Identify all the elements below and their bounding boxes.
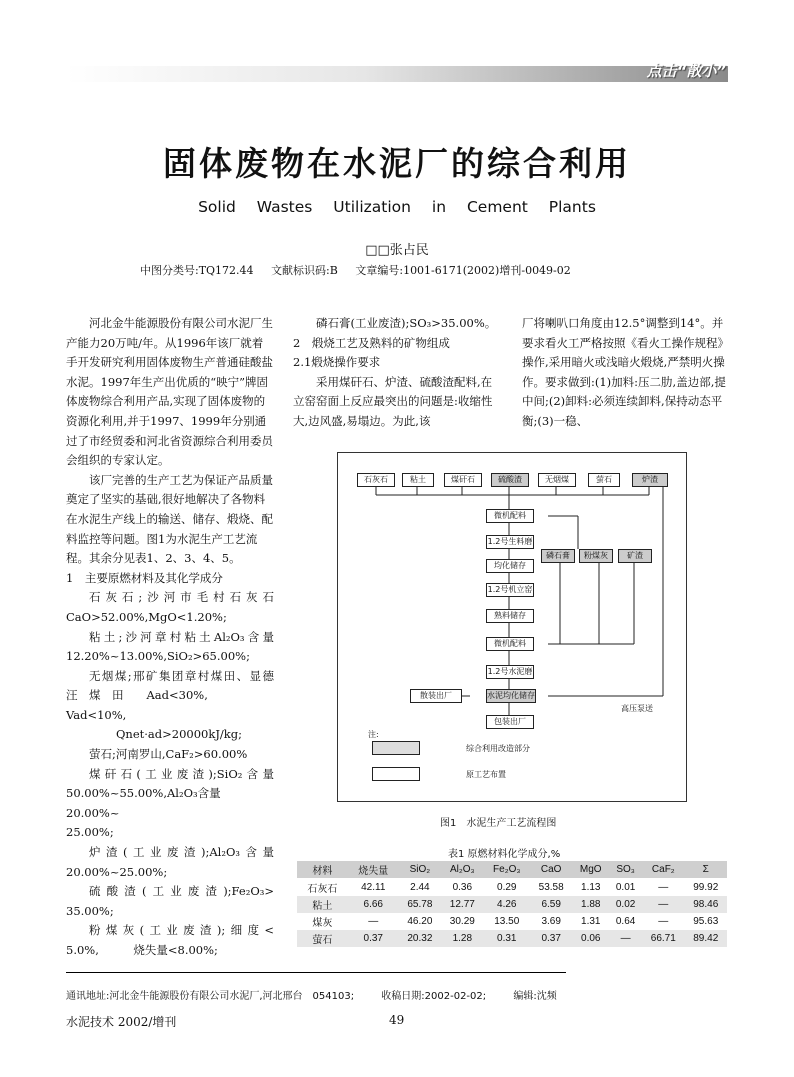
table-caption: 表1 原燃材料化学成分,% <box>448 849 561 860</box>
process-flow-figure <box>337 452 687 802</box>
table-cell: 89.42 <box>685 930 727 947</box>
material-line: 煤矸石(工业废渣);SiO₂含量 <box>89 766 274 781</box>
flow-step: 1.2号机立窑 <box>486 583 534 597</box>
table-cell: 0.06 <box>572 930 609 947</box>
table-cell: 0.37 <box>348 930 399 947</box>
material-line: Qnet·ad>20000kJ/kg; <box>116 727 243 742</box>
flow-input-box: 硫酸渣 <box>491 473 529 487</box>
article-subtitle: Solid Wastes Utilization in Cement Plants <box>198 198 596 216</box>
table-cell: 粘土 <box>297 896 348 913</box>
flow-input-box: 炉渣 <box>632 473 668 487</box>
table-cell: — <box>642 879 684 897</box>
header-banner[interactable]: 点击“散小” <box>646 62 726 80</box>
editor: 编辑:沈频 <box>513 991 557 1002</box>
section-heading: 2 煅烧工艺及熟料的矿物组成 <box>293 335 450 350</box>
table-cell: 6.59 <box>530 896 572 913</box>
pump-label: 高压泵送 <box>621 704 653 713</box>
flow-input-box: 粘土 <box>402 473 434 487</box>
table-cell: 1.28 <box>441 930 483 947</box>
material-line: 粉煤灰(工业废渣);细度< <box>89 923 274 938</box>
column-3 <box>522 314 730 432</box>
table-cell: 2.44 <box>399 879 441 897</box>
column-header: Al₂O₃ <box>441 861 483 879</box>
table-cell: 0.64 <box>609 913 642 930</box>
flow-step: 水泥均化储存 <box>486 689 536 703</box>
material-line: 5.0%, 烧失量<8.00%; <box>66 943 218 957</box>
table-cell: 萤石 <box>297 930 348 947</box>
table-cell: 0.29 <box>484 879 530 897</box>
paragraph: 该厂完善的生产工艺为保证产品质量奠定了坚实的基础,很好地解决了各物料在水泥生产线上的输送、储存、煅烧、配料监控等问题。图1为水泥生产工艺流程。其余分见表1、2、3、4、5。 <box>66 472 273 566</box>
clc-number: 中图分类号:TQ172.44 <box>140 264 254 277</box>
material-line: 50.00%~55.00%,Al₂O₃含量20.00%~ <box>66 786 221 820</box>
flow-step: 均化储存 <box>486 559 534 573</box>
column-header: MgO <box>572 861 609 879</box>
article-title: 固体废物在水泥厂的综合利用 <box>163 144 631 183</box>
material-line: 35.00%; <box>66 903 114 918</box>
flow-input-box: 萤石 <box>588 473 620 487</box>
flow-step: 1.2号水泥磨 <box>486 665 534 679</box>
legend-note: 注: <box>368 730 379 739</box>
table-cell: — <box>348 913 399 930</box>
table-cell: — <box>609 930 642 947</box>
column-header: Σ <box>685 861 727 879</box>
legend-swatch-modified <box>372 741 420 755</box>
table-cell: 66.71 <box>642 930 684 947</box>
table-cell: 42.11 <box>348 879 399 897</box>
column-header: Fe₂O₃ <box>484 861 530 879</box>
footnote-divider <box>66 972 566 973</box>
material-line: 萤石;河南罗山,CaF₂>60.00% <box>89 747 248 762</box>
table-cell: 0.01 <box>609 879 642 897</box>
document-code: 文献标识码:B <box>271 264 338 277</box>
flow-side-box: 粉煤灰 <box>579 549 613 563</box>
table-cell: 46.20 <box>399 913 441 930</box>
table-cell: 3.69 <box>530 913 572 930</box>
table-cell: 0.36 <box>441 879 483 897</box>
table-cell: — <box>642 913 684 930</box>
table-cell: 0.02 <box>609 896 642 913</box>
flow-side-box: 矿渣 <box>618 549 652 563</box>
material-line: CaO>52.00%,MgO<1.20%; <box>66 609 227 624</box>
material-line: 25.00%; <box>66 825 114 840</box>
article-meta <box>140 262 585 278</box>
article-number: 文章编号:1001-6171(2002)增刊-0049-02 <box>355 264 571 277</box>
composition-table <box>297 861 727 947</box>
paragraph: 厂将喇叭口角度由12.5°调整到14°。并要求看火工严格按照《看火工操作规程》操作,采用暗火或浅暗火煅烧,严禁明火操作。要求做到:(1)加料:压二肋,盖边部,提中间;(2)卸料:必须连续卸料,保持动态平衡;(3)一稳、 <box>522 316 729 428</box>
flow-step: 熟料储存 <box>486 609 534 623</box>
column-header: CaF₂ <box>642 861 684 879</box>
table-cell: 20.32 <box>399 930 441 947</box>
flow-step: 包装出厂 <box>486 715 534 729</box>
footnote <box>66 987 581 1002</box>
table-row <box>297 879 727 897</box>
table-cell: 12.77 <box>441 896 483 913</box>
table-cell: 95.63 <box>685 913 727 930</box>
author: □□张占民 <box>365 243 429 258</box>
table-cell: 1.13 <box>572 879 609 897</box>
table-row <box>297 913 727 930</box>
paragraph: 采用煤矸石、炉渣、硫酸渣配料,在立窑窑面上反应最突出的问题是:收缩性大,边风盛,易塌边。为此,该 <box>293 374 493 428</box>
figure-caption: 图1 水泥生产工艺流程图 <box>440 818 557 829</box>
table-cell: 98.46 <box>685 896 727 913</box>
material-line: 炉渣(工业废渣);Al₂O₃含量 <box>89 845 274 860</box>
journal-footer: 水泥技术 2002/增刊 <box>66 1015 177 1029</box>
table-cell: 1.88 <box>572 896 609 913</box>
flow-step: 1.2号生料磨 <box>486 535 534 549</box>
received-date: 收稿日期:2002-02-02; <box>381 991 487 1002</box>
flow-side-box: 磷石膏 <box>541 549 575 563</box>
flow-input-box: 石灰石 <box>357 473 395 487</box>
table-cell: 煤灰 <box>297 913 348 930</box>
flow-step: 微机配料 <box>486 637 534 651</box>
table-cell: 石灰石 <box>297 879 348 897</box>
legend-original-label: 原工艺布置 <box>466 770 506 779</box>
page-number: 49 <box>389 1013 405 1027</box>
material-line: 20.00%~25.00%; <box>66 864 168 879</box>
column-1 <box>66 314 274 961</box>
table-cell: 53.58 <box>530 879 572 897</box>
material-line: 粘土;沙河章村粘土Al₂O₃含量 <box>89 629 274 644</box>
material-line: 硫酸渣(工业废渣);Fe₂O₃> <box>89 884 274 899</box>
column-header: SiO₂ <box>399 861 441 879</box>
flow-step: 微机配料 <box>486 509 534 523</box>
material-line: 汪 煤 田 Aad<30%, Vad<10%, <box>66 688 220 722</box>
table-cell: 1.31 <box>572 913 609 930</box>
header-bar <box>66 66 728 82</box>
table-cell: 0.31 <box>484 930 530 947</box>
legend-modified-label: 综合利用改造部分 <box>466 744 530 753</box>
section-heading: 1 主要原燃材料及其化学成分 <box>66 570 223 585</box>
material-line: 无烟煤;邢矿集团章村煤田、显德 <box>89 668 274 683</box>
table-cell: 0.37 <box>530 930 572 947</box>
column-2 <box>293 314 503 432</box>
table-cell: 6.66 <box>348 896 399 913</box>
flow-input-box: 无烟煤 <box>538 473 576 487</box>
column-header: 烧失量 <box>348 861 399 879</box>
table-header-row <box>297 861 727 879</box>
table-cell: — <box>642 896 684 913</box>
contact-address: 通讯地址:河北金牛能源股份有限公司水泥厂,河北邢台 054103; <box>66 991 355 1002</box>
legend-swatch-original <box>372 767 420 781</box>
flow-input-box: 煤矸石 <box>444 473 482 487</box>
table-cell: 30.29 <box>441 913 483 930</box>
column-header: SO₃ <box>609 861 642 879</box>
bulk-shipment-box: 散装出厂 <box>410 689 462 703</box>
table-row <box>297 930 727 947</box>
material-line: 磷石膏(工业废渣);SO₃>35.00%。 <box>316 316 497 330</box>
subsection-heading: 2.1煅烧操作要求 <box>293 355 381 370</box>
table-row <box>297 896 727 913</box>
column-header: 材料 <box>297 861 348 879</box>
table-cell: 65.78 <box>399 896 441 913</box>
paragraph: 河北金牛能源股份有限公司水泥厂生产能力20万吨/年。从1996年该厂就着手开发研究利用固体废物生产普通硅酸盐水泥。1997年生产出优质的“映宁”牌固体废物综合利用产品,实现了固体废物的资源化利用,并于1997、1999年分别通过了市经贸委和河北省资源综合利用委员会组织的专家认定。 <box>66 316 273 468</box>
material-line: 12.20%~13.00%,SiO₂>65.00%; <box>66 649 250 664</box>
table-cell: 13.50 <box>484 913 530 930</box>
column-header: CaO <box>530 861 572 879</box>
table-cell: 99.92 <box>685 879 727 897</box>
material-line: 石灰石;沙河市毛村石灰石 <box>89 590 274 605</box>
table-cell: 4.26 <box>484 896 530 913</box>
